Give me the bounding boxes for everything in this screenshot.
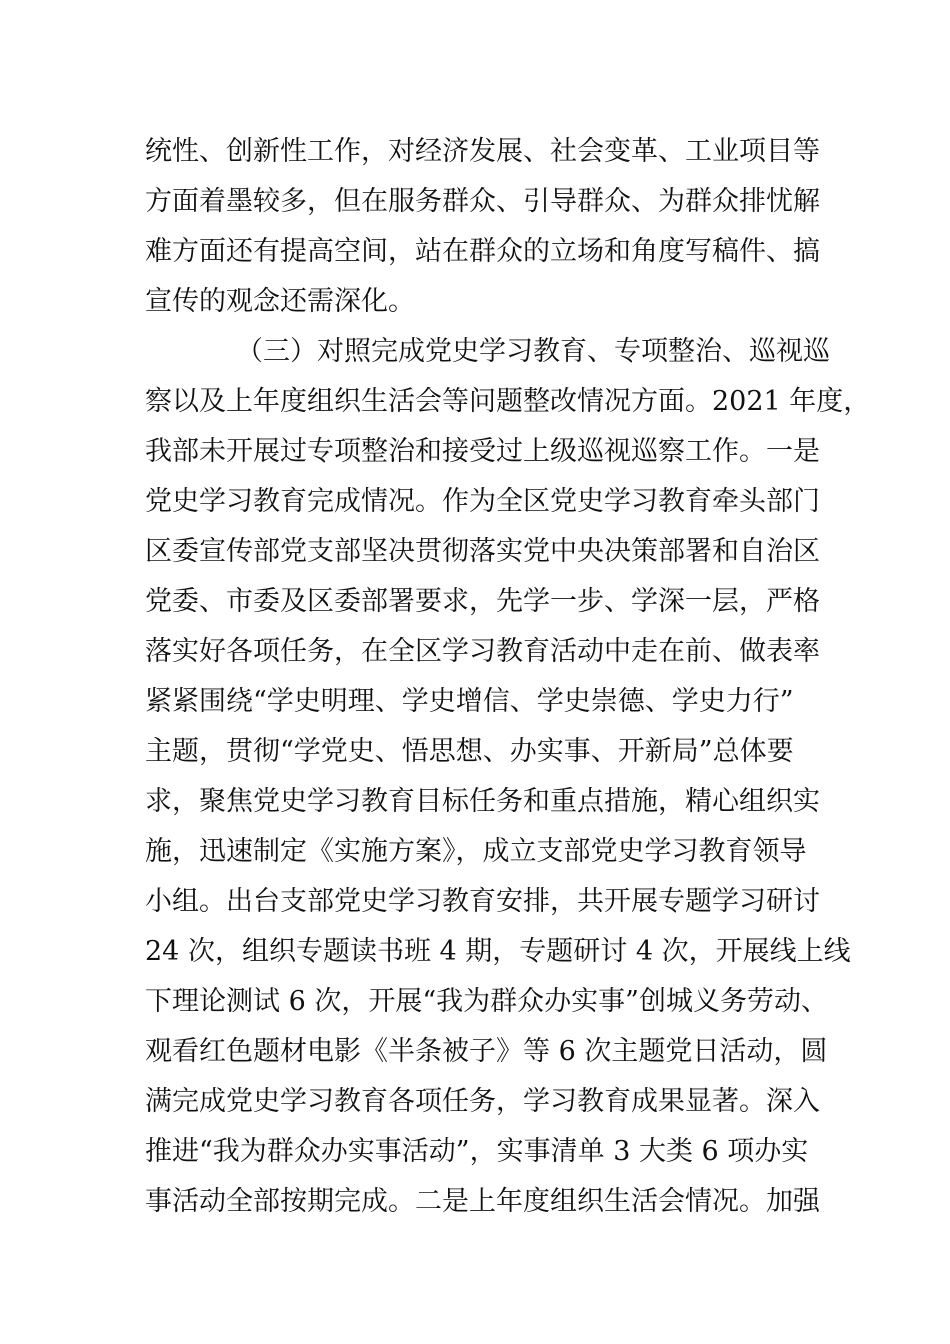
text-line: 区委宣传部党支部坚决贯彻落实党中央决策部署和自治区 — [145, 536, 820, 567]
text-line: 小组。出台支部党史学习教育安排，共开展专题学习研讨 — [145, 886, 820, 917]
text-line: 方面着墨较多，但在服务群众、引导群众、为群众排忧解 — [145, 186, 820, 217]
text-line: 我部未开展过专项整治和接受过上级巡视巡察工作。一是 — [145, 436, 820, 467]
text-line: 24 次，组织专题读书班 4 期，专题研讨 4 次，开展线上线 — [145, 936, 851, 967]
text-line: 满完成党史学习教育各项任务，学习教育成果显著。深入 — [145, 1086, 820, 1117]
text-line: 落实好各项任务，在全区学习教育活动中走在前、做表率 — [145, 636, 820, 667]
text-line: 下理论测试 6 次，开展“我为群众办实事”创城义务劳动、 — [145, 986, 828, 1017]
text-line: 求，聚焦党史学习教育目标任务和重点措施，精心组织实 — [145, 786, 820, 817]
text-line: 施，迅速制定《实施方案》，成立支部党史学习教育领导 — [145, 836, 807, 867]
text-line: 紧紧围绕“学史明理、学史增信、学史崇德、学史力行” — [145, 686, 794, 717]
text-line: 主题，贯彻“学党史、悟思想、办实事、开新局”总体要 — [145, 736, 794, 767]
section-heading-line: （三）对照完成党史学习教育、专项整治、巡视巡 — [236, 336, 830, 367]
text-line: 宣传的观念还需深化。 — [145, 286, 415, 317]
text-line: 事活动全部按期完成。二是上年度组织生活会情况。加强 — [145, 1186, 820, 1217]
text-line: 观看红色题材电影《半条被子》等 6 次主题党日活动，圆 — [145, 1036, 828, 1067]
text-line: 察以及上年度组织生活会等问题整改情况方面。2021 年度， — [145, 386, 871, 417]
text-line: 党史学习教育完成情况。作为全区党史学习教育牵头部门 — [145, 486, 820, 517]
text-line: 党委、市委及区委部署要求，先学一步、学深一层，严格 — [145, 586, 820, 617]
text-line: 难方面还有提高空间，站在群众的立场和角度写稿件、搞 — [145, 236, 820, 267]
text-line: 推进“我为群众办实事活动”，实事清单 3 大类 6 项办实 — [145, 1136, 809, 1167]
text-line: 统性、创新性工作，对经济发展、社会变革、工业项目等 — [145, 136, 820, 167]
